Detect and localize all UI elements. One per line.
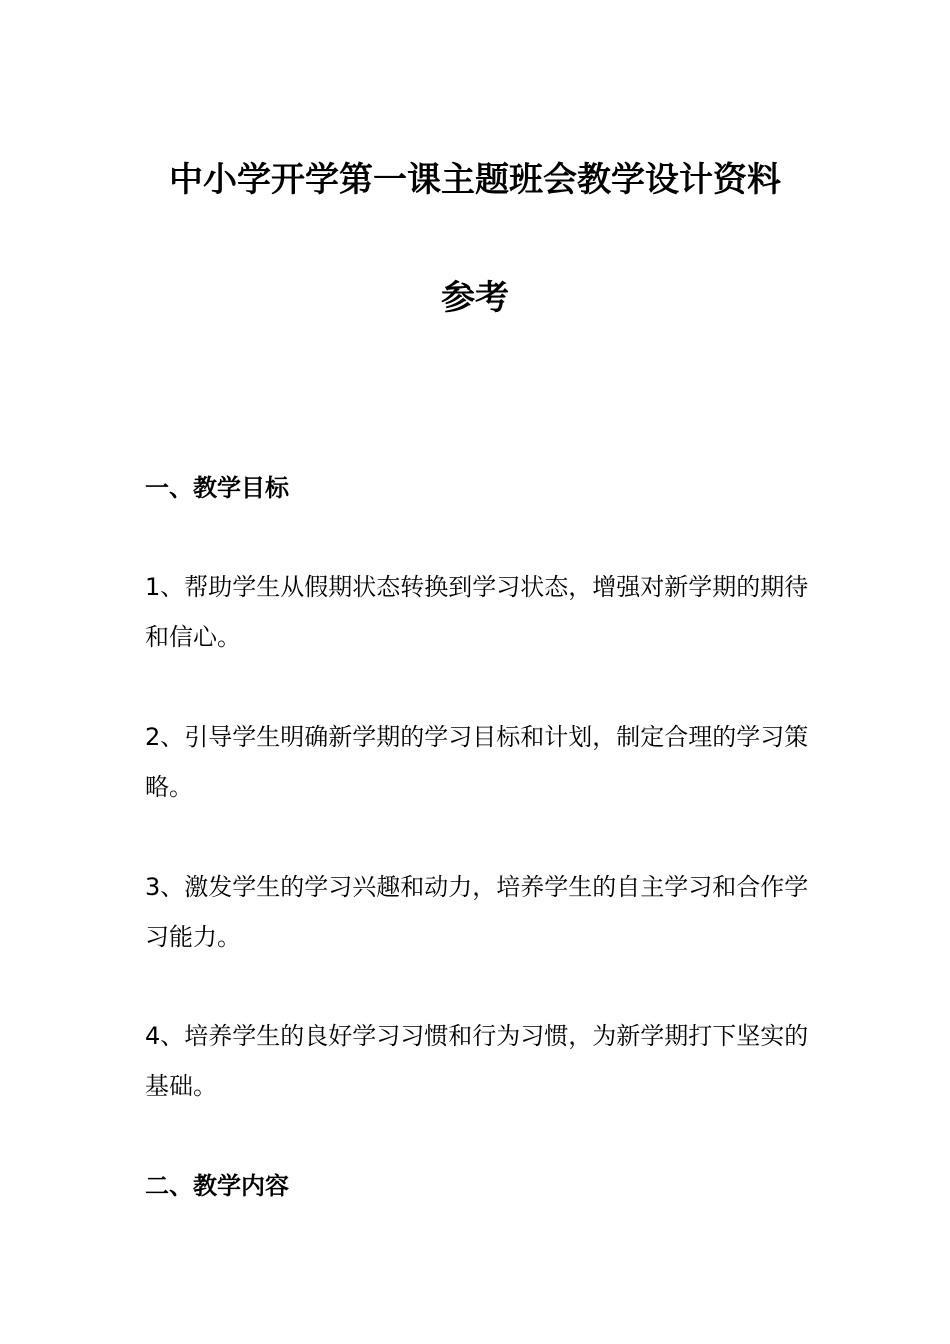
section-heading-objectives: 一、教学目标 xyxy=(145,474,289,502)
section-heading-content: 二、教学内容 xyxy=(145,1172,289,1200)
document-title-line1: 中小学开学第一课主题班会教学设计资料 xyxy=(169,160,781,200)
objective-item-4: 4、培养学生的良好学习习惯和行为习惯，为新学期打下坚实的基础。 xyxy=(145,1022,809,1100)
objective-item-2: 2、引导学生明确新学期的学习目标和计划，制定合理的学习策略。 xyxy=(145,723,809,801)
document-title-line2: 参考 xyxy=(441,278,509,318)
objective-item-3: 3、激发学生的学习兴趣和动力，培养学生的自主学习和合作学习能力。 xyxy=(145,873,809,951)
objective-item-1: 1、帮助学生从假期状态转换到学习状态，增强对新学期的期待和信心。 xyxy=(145,573,809,651)
